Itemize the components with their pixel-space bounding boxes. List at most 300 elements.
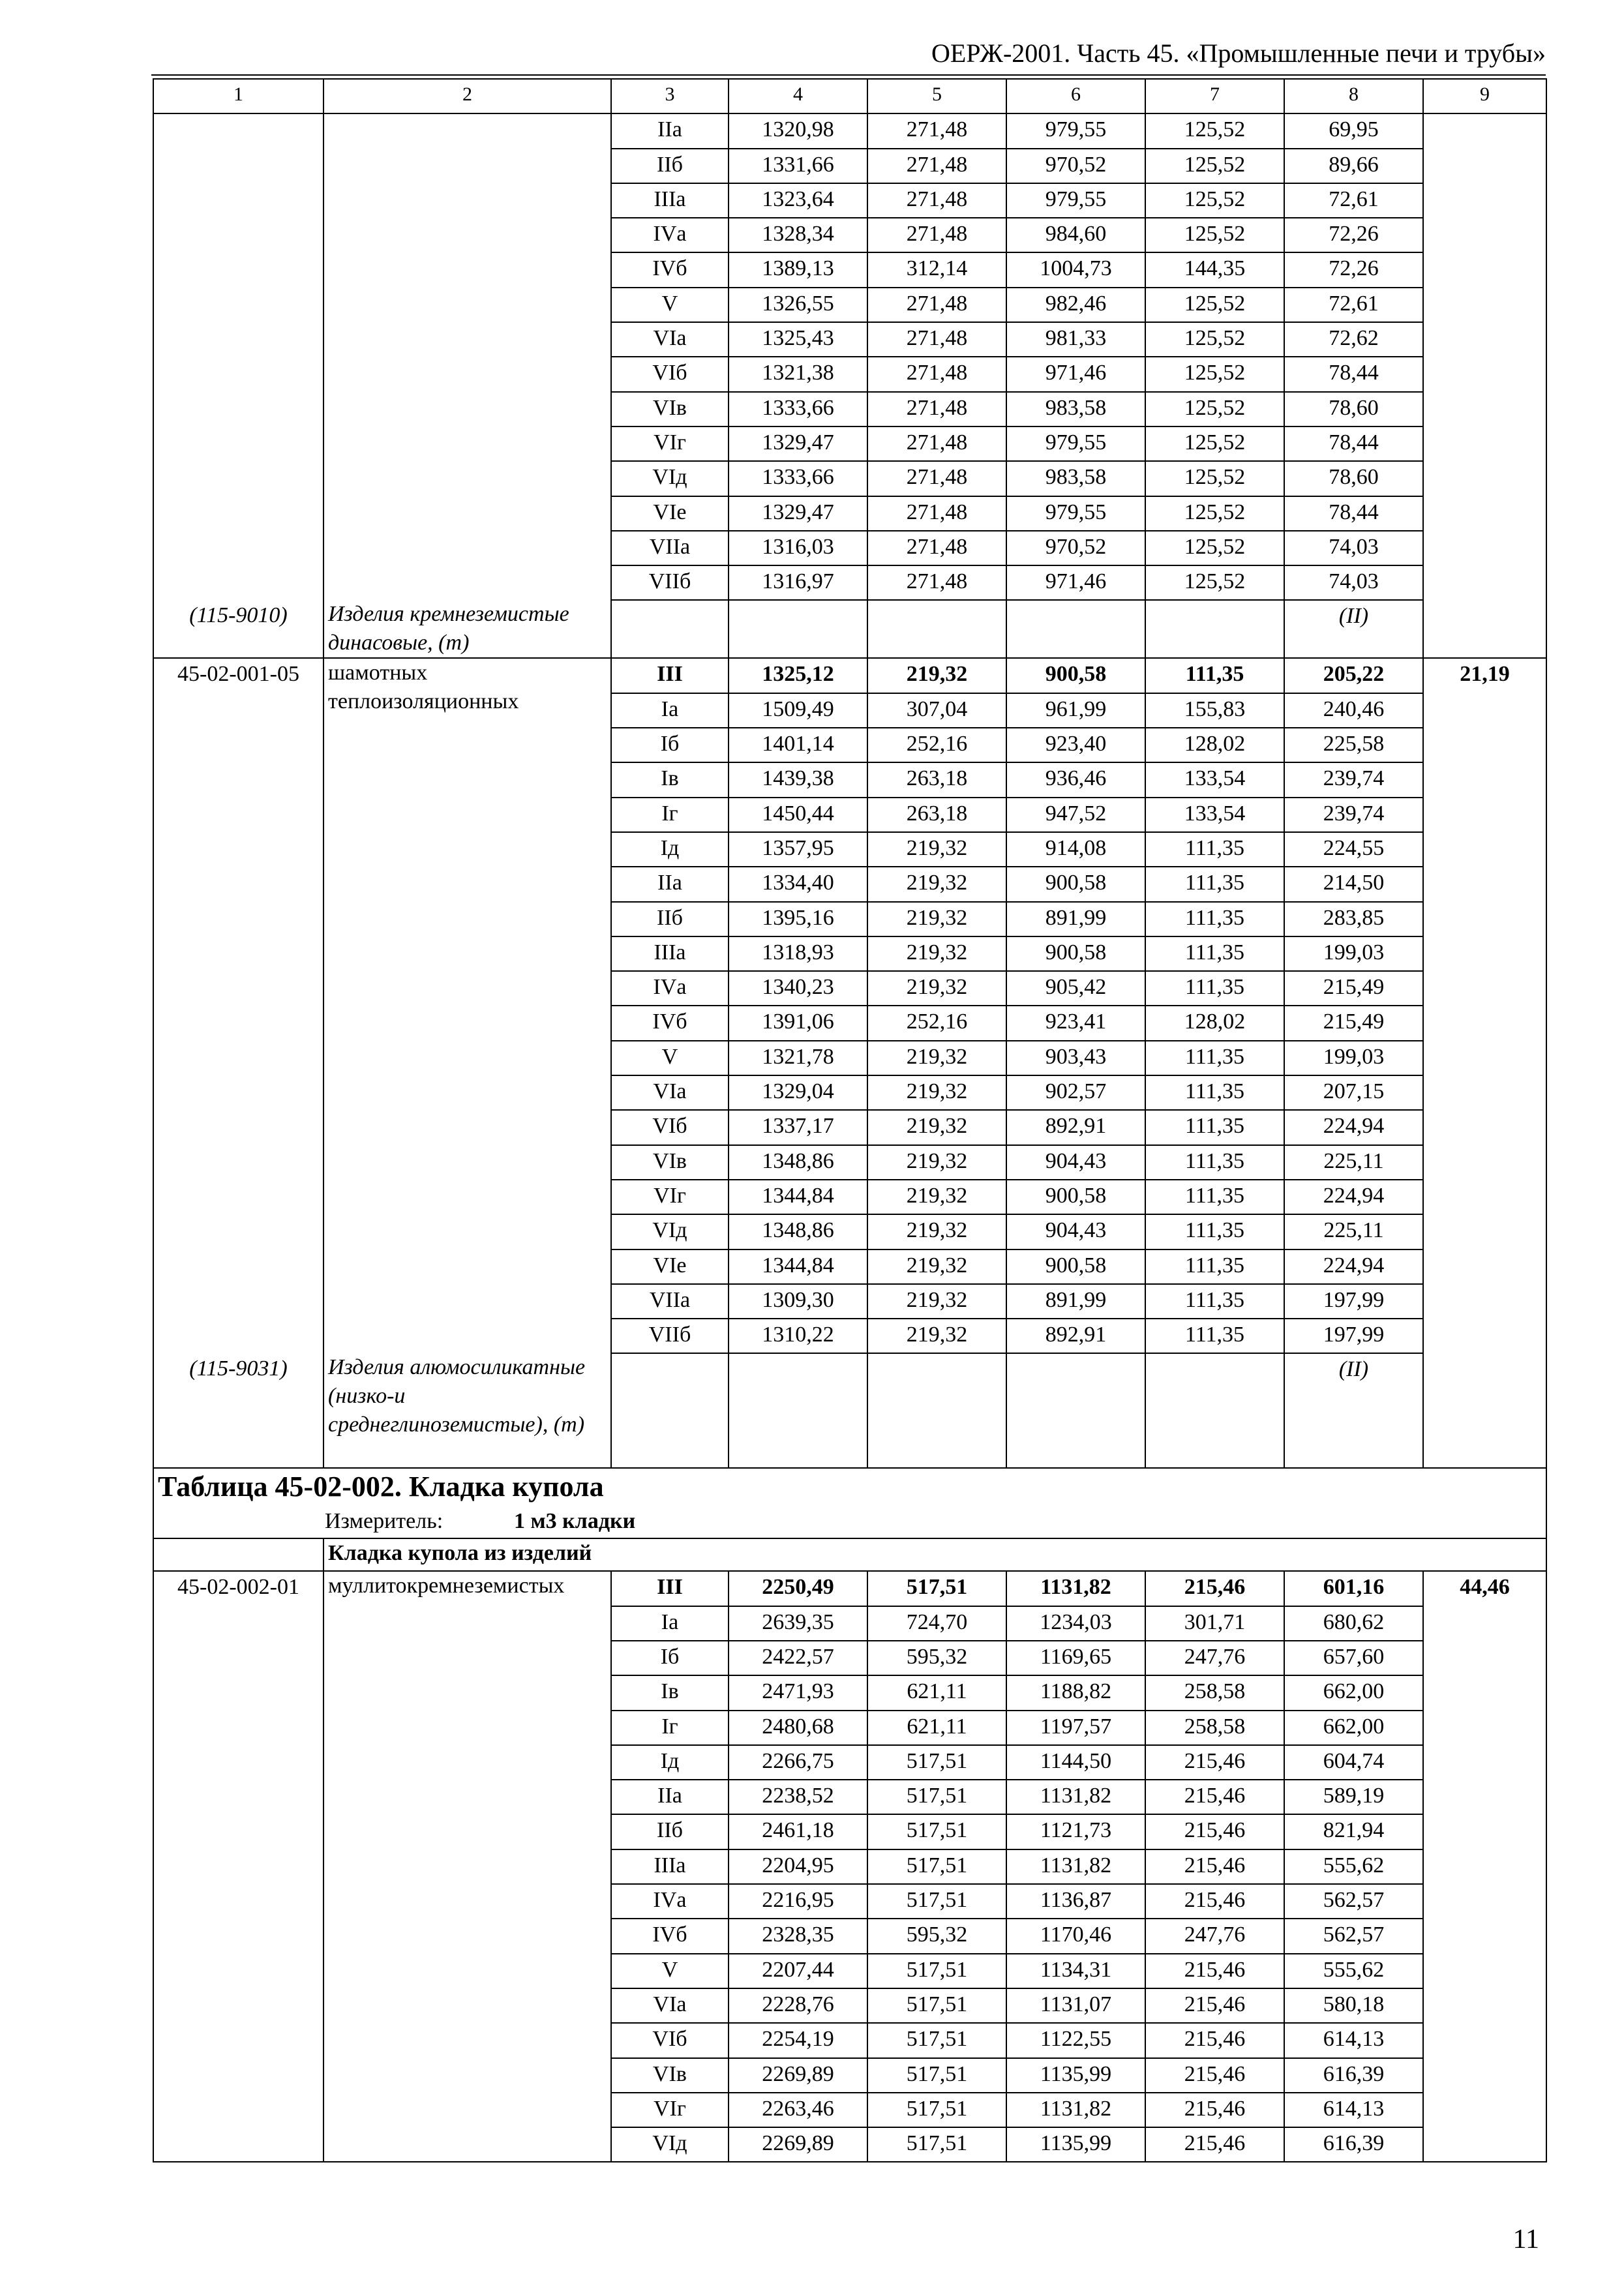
direct-cost-cell: 1316,97 xyxy=(729,565,867,600)
direct-cost-cell: 2254,19 xyxy=(729,2023,867,2057)
machine-cost-cell: 900,58 xyxy=(1006,867,1145,901)
materials-cost-cell: 657,60 xyxy=(1284,1641,1423,1675)
machine-cost-cell: 1169,65 xyxy=(1006,1641,1145,1675)
labor-cost-cell: 595,32 xyxy=(867,1641,1006,1675)
operator-wage-cell: 133,54 xyxy=(1145,762,1284,797)
materials-cost-cell: 225,11 xyxy=(1284,1145,1423,1180)
direct-cost-cell: 1329,47 xyxy=(729,496,867,531)
machine-cost-cell: 936,46 xyxy=(1006,762,1145,797)
table-title: Таблица 45-02-002. Кладка купола xyxy=(153,1468,1546,1506)
category-cell: IVб xyxy=(611,1006,729,1040)
materials-cost-cell: 78,44 xyxy=(1284,426,1423,461)
operator-wage-cell: 215,46 xyxy=(1145,1571,1284,1606)
category-cell: Iа xyxy=(611,693,729,728)
materials-cost-cell: 562,57 xyxy=(1284,1884,1423,1919)
category-cell: VIг xyxy=(611,1180,729,1214)
machine-cost-cell: 904,43 xyxy=(1006,1145,1145,1180)
materials-cost-cell: 224,55 xyxy=(1284,832,1423,867)
machine-cost-cell: 923,41 xyxy=(1006,1006,1145,1040)
machine-cost-cell: 891,99 xyxy=(1006,902,1145,936)
direct-cost-cell: 1450,44 xyxy=(729,798,867,832)
category-cell: VIб xyxy=(611,2023,729,2057)
machine-cost-cell: 1144,50 xyxy=(1006,1745,1145,1780)
machine-cost-cell: 914,08 xyxy=(1006,832,1145,867)
labor-cost-cell: 517,51 xyxy=(867,1814,1006,1849)
machine-cost-cell: 983,58 xyxy=(1006,392,1145,426)
materials-cost-cell: 662,00 xyxy=(1284,1711,1423,1745)
machine-cost-cell: 1131,82 xyxy=(1006,1849,1145,1884)
table-row xyxy=(153,658,1546,693)
machine-cost-cell: 1122,55 xyxy=(1006,2023,1145,2057)
materials-cost-cell: 214,50 xyxy=(1284,867,1423,901)
operator-wage-cell: 215,46 xyxy=(1145,1814,1284,1849)
labor-cost-cell: 517,51 xyxy=(867,1884,1006,1919)
machine-cost-cell: 970,52 xyxy=(1006,531,1145,565)
direct-cost-cell: 2471,93 xyxy=(729,1675,867,1710)
category-cell: IVа xyxy=(611,971,729,1006)
labor-cost-cell: 219,32 xyxy=(867,1180,1006,1214)
direct-cost-cell: 2204,95 xyxy=(729,1849,867,1884)
operator-wage-cell: 215,46 xyxy=(1145,2093,1284,2127)
column-header: 9 xyxy=(1423,79,1546,113)
direct-cost-cell: 1321,38 xyxy=(729,357,867,391)
category-cell: Iв xyxy=(611,1675,729,1710)
category-cell: V xyxy=(611,1041,729,1075)
column-header: 5 xyxy=(867,79,1006,113)
category-cell: Iг xyxy=(611,1711,729,1745)
machine-cost-cell: 903,43 xyxy=(1006,1041,1145,1075)
direct-cost-cell: 1340,23 xyxy=(729,971,867,1006)
work-name: муллитокремнеземистых xyxy=(323,1571,611,2162)
labor-cost-cell: 252,16 xyxy=(867,728,1006,762)
measure-label: Измеритель: xyxy=(325,1509,444,1534)
column-header-row xyxy=(153,79,1546,113)
labor-cost-cell: 271,48 xyxy=(867,322,1006,357)
category-cell: VIе xyxy=(611,1249,729,1284)
machine-cost-cell: 900,58 xyxy=(1006,1180,1145,1214)
machines-cost-cell: 44,46 xyxy=(1423,1571,1546,2162)
category-cell: VIв xyxy=(611,2058,729,2093)
rates-table xyxy=(153,78,1547,2162)
labor-cost-cell: 271,48 xyxy=(867,531,1006,565)
labor-cost-cell: 271,48 xyxy=(867,426,1006,461)
section-row xyxy=(153,1538,1546,1571)
labor-cost-cell: 517,51 xyxy=(867,2023,1006,2057)
labor-cost-cell: 219,32 xyxy=(867,867,1006,901)
category-cell: IIб xyxy=(611,149,729,183)
operator-wage-cell: 144,35 xyxy=(1145,252,1284,287)
machine-cost-cell: 947,52 xyxy=(1006,798,1145,832)
machine-cost-cell: 981,33 xyxy=(1006,322,1145,357)
operator-wage-cell: 125,52 xyxy=(1145,218,1284,252)
table-row xyxy=(153,1571,1546,1606)
column-header: 3 xyxy=(611,79,729,113)
labor-cost-cell: 517,51 xyxy=(867,1571,1006,1606)
operator-wage-cell: 125,52 xyxy=(1145,461,1284,496)
category-cell: VIIб xyxy=(611,565,729,600)
operator-wage-cell: 111,35 xyxy=(1145,1075,1284,1110)
rate-code: 45-02-001-05 xyxy=(153,658,323,1353)
materials-cost-cell: 197,99 xyxy=(1284,1284,1423,1319)
direct-cost-cell: 1329,04 xyxy=(729,1075,867,1110)
direct-cost-cell: 2207,44 xyxy=(729,1954,867,1988)
column-header: 6 xyxy=(1006,79,1145,113)
direct-cost-cell: 1334,40 xyxy=(729,867,867,901)
machine-cost-cell: 892,91 xyxy=(1006,1319,1145,1353)
column-header: 7 xyxy=(1145,79,1284,113)
direct-cost-cell: 1348,86 xyxy=(729,1214,867,1249)
direct-cost-cell: 1344,84 xyxy=(729,1249,867,1284)
resource-class: (II) xyxy=(1284,1353,1423,1468)
materials-cost-cell: 72,62 xyxy=(1284,322,1423,357)
materials-cost-cell: 197,99 xyxy=(1284,1319,1423,1353)
direct-cost-cell: 2269,89 xyxy=(729,2058,867,2093)
category-cell: VIа xyxy=(611,1075,729,1110)
operator-wage-cell: 258,58 xyxy=(1145,1711,1284,1745)
labor-cost-cell: 219,32 xyxy=(867,1041,1006,1075)
category-cell: VIв xyxy=(611,1145,729,1180)
operator-wage-cell: 215,46 xyxy=(1145,1745,1284,1780)
operator-wage-cell: 125,52 xyxy=(1145,357,1284,391)
category-cell: IIа xyxy=(611,113,729,148)
direct-cost-cell: 1323,64 xyxy=(729,183,867,218)
labor-cost-cell: 621,11 xyxy=(867,1675,1006,1710)
operator-wage-cell: 125,52 xyxy=(1145,565,1284,600)
materials-cost-cell: 604,74 xyxy=(1284,1745,1423,1780)
section-heading: Кладка купола из изделий xyxy=(323,1538,1546,1571)
machine-cost-cell: 904,43 xyxy=(1006,1214,1145,1249)
category-cell: IVа xyxy=(611,1884,729,1919)
materials-cost-cell: 78,60 xyxy=(1284,461,1423,496)
direct-cost-cell: 1389,13 xyxy=(729,252,867,287)
category-cell: VIд xyxy=(611,461,729,496)
machine-cost-cell: 1188,82 xyxy=(1006,1675,1145,1710)
operator-wage-cell: 247,76 xyxy=(1145,1919,1284,1953)
direct-cost-cell: 1333,66 xyxy=(729,461,867,496)
direct-cost-cell: 2461,18 xyxy=(729,1814,867,1849)
materials-cost-cell: 74,03 xyxy=(1284,565,1423,600)
category-cell: V xyxy=(611,288,729,322)
operator-wage-cell: 215,46 xyxy=(1145,2127,1284,2162)
page-number: 11 xyxy=(1512,2224,1539,2254)
column-header: 1 xyxy=(153,79,323,113)
direct-cost-cell: 1509,49 xyxy=(729,693,867,728)
category-cell: IVа xyxy=(611,218,729,252)
machine-cost-cell: 892,91 xyxy=(1006,1110,1145,1144)
materials-cost-cell: 199,03 xyxy=(1284,1041,1423,1075)
operator-wage-cell: 111,35 xyxy=(1145,1284,1284,1319)
operator-wage-cell: 125,52 xyxy=(1145,392,1284,426)
machine-cost-cell: 979,55 xyxy=(1006,496,1145,531)
direct-cost-cell: 1329,47 xyxy=(729,426,867,461)
category-cell: Iд xyxy=(611,832,729,867)
operator-wage-cell: 215,46 xyxy=(1145,1954,1284,1988)
direct-cost-cell: 2216,95 xyxy=(729,1884,867,1919)
operator-wage-cell: 247,76 xyxy=(1145,1641,1284,1675)
operator-wage-cell: 128,02 xyxy=(1145,728,1284,762)
direct-cost-cell: 2263,46 xyxy=(729,2093,867,2127)
labor-cost-cell: 271,48 xyxy=(867,218,1006,252)
materials-cost-cell: 680,62 xyxy=(1284,1606,1423,1641)
operator-wage-cell: 111,35 xyxy=(1145,1249,1284,1284)
materials-cost-cell: 199,03 xyxy=(1284,936,1423,971)
materials-cost-cell: 589,19 xyxy=(1284,1780,1423,1814)
materials-cost-cell: 580,18 xyxy=(1284,1988,1423,2023)
resource-name: Изделия алюмосиликатные (низко-и среднеглиноземистые), (т) xyxy=(323,1353,611,1468)
machine-cost-cell: 961,99 xyxy=(1006,693,1145,728)
machine-cost-cell: 971,46 xyxy=(1006,565,1145,600)
machine-cost-cell: 900,58 xyxy=(1006,936,1145,971)
work-name xyxy=(323,113,611,600)
labor-cost-cell: 219,32 xyxy=(867,1284,1006,1319)
category-cell: V xyxy=(611,1954,729,1988)
resource-class: (II) xyxy=(1284,600,1423,658)
resource-note-row xyxy=(153,600,1546,658)
direct-cost-cell: 2269,89 xyxy=(729,2127,867,2162)
labor-cost-cell: 219,32 xyxy=(867,1249,1006,1284)
header-rule xyxy=(151,74,1546,76)
labor-cost-cell: 517,51 xyxy=(867,1745,1006,1780)
labor-cost-cell: 517,51 xyxy=(867,1849,1006,1884)
materials-cost-cell: 240,46 xyxy=(1284,693,1423,728)
direct-cost-cell: 1337,17 xyxy=(729,1110,867,1144)
category-cell: VIIб xyxy=(611,1319,729,1353)
operator-wage-cell: 111,35 xyxy=(1145,1145,1284,1180)
labor-cost-cell: 219,32 xyxy=(867,1145,1006,1180)
machine-cost-cell: 923,40 xyxy=(1006,728,1145,762)
operator-wage-cell: 215,46 xyxy=(1145,2023,1284,2057)
machine-cost-cell: 970,52 xyxy=(1006,149,1145,183)
measure-value: 1 м3 кладки xyxy=(514,1509,636,1534)
direct-cost-cell: 1391,06 xyxy=(729,1006,867,1040)
materials-cost-cell: 239,74 xyxy=(1284,798,1423,832)
column-header: 4 xyxy=(729,79,867,113)
category-cell: IIIа xyxy=(611,1849,729,1884)
machines-cost-cell xyxy=(1423,113,1546,658)
category-cell: VIе xyxy=(611,496,729,531)
labor-cost-cell: 219,32 xyxy=(867,832,1006,867)
machine-cost-cell: 979,55 xyxy=(1006,426,1145,461)
machine-cost-cell: 1131,82 xyxy=(1006,2093,1145,2127)
operator-wage-cell: 128,02 xyxy=(1145,1006,1284,1040)
category-cell: Iг xyxy=(611,798,729,832)
operator-wage-cell: 133,54 xyxy=(1145,798,1284,832)
labor-cost-cell: 621,11 xyxy=(867,1711,1006,1745)
labor-cost-cell: 517,51 xyxy=(867,2127,1006,2162)
direct-cost-cell: 2228,76 xyxy=(729,1988,867,2023)
operator-wage-cell: 215,46 xyxy=(1145,1884,1284,1919)
labor-cost-cell: 271,48 xyxy=(867,113,1006,148)
resource-code: (115-9010) xyxy=(153,600,323,658)
materials-cost-cell: 225,11 xyxy=(1284,1214,1423,1249)
materials-cost-cell: 205,22 xyxy=(1284,658,1423,693)
direct-cost-cell: 2328,35 xyxy=(729,1919,867,1953)
labor-cost-cell: 271,48 xyxy=(867,565,1006,600)
operator-wage-cell: 111,35 xyxy=(1145,971,1284,1006)
direct-cost-cell: 1321,78 xyxy=(729,1041,867,1075)
materials-cost-cell: 215,49 xyxy=(1284,971,1423,1006)
materials-cost-cell: 616,39 xyxy=(1284,2127,1423,2162)
materials-cost-cell: 601,16 xyxy=(1284,1571,1423,1606)
direct-cost-cell: 1328,34 xyxy=(729,218,867,252)
materials-cost-cell: 239,74 xyxy=(1284,762,1423,797)
materials-cost-cell: 225,58 xyxy=(1284,728,1423,762)
materials-cost-cell: 78,44 xyxy=(1284,496,1423,531)
materials-cost-cell: 555,62 xyxy=(1284,1849,1423,1884)
direct-cost-cell: 2422,57 xyxy=(729,1641,867,1675)
materials-cost-cell: 821,94 xyxy=(1284,1814,1423,1849)
materials-cost-cell: 215,49 xyxy=(1284,1006,1423,1040)
direct-cost-cell: 1325,12 xyxy=(729,658,867,693)
labor-cost-cell: 517,51 xyxy=(867,1988,1006,2023)
direct-cost-cell: 1325,43 xyxy=(729,322,867,357)
direct-cost-cell: 1333,66 xyxy=(729,392,867,426)
category-cell: VIIа xyxy=(611,531,729,565)
category-cell: IVб xyxy=(611,252,729,287)
direct-cost-cell: 1331,66 xyxy=(729,149,867,183)
labor-cost-cell: 219,32 xyxy=(867,658,1006,693)
operator-wage-cell: 258,58 xyxy=(1145,1675,1284,1710)
labor-cost-cell: 271,48 xyxy=(867,357,1006,391)
category-cell: Iб xyxy=(611,1641,729,1675)
direct-cost-cell: 2238,52 xyxy=(729,1780,867,1814)
machine-cost-cell: 983,58 xyxy=(1006,461,1145,496)
operator-wage-cell: 215,46 xyxy=(1145,1780,1284,1814)
materials-cost-cell: 614,13 xyxy=(1284,2093,1423,2127)
operator-wage-cell: 111,35 xyxy=(1145,658,1284,693)
rate-code: 45-02-002-01 xyxy=(153,1571,323,2162)
category-cell: Iв xyxy=(611,762,729,797)
machine-cost-cell: 971,46 xyxy=(1006,357,1145,391)
labor-cost-cell: 307,04 xyxy=(867,693,1006,728)
materials-cost-cell: 283,85 xyxy=(1284,902,1423,936)
labor-cost-cell: 517,51 xyxy=(867,1780,1006,1814)
operator-wage-cell: 111,35 xyxy=(1145,1319,1284,1353)
operator-wage-cell: 111,35 xyxy=(1145,936,1284,971)
operator-wage-cell: 125,52 xyxy=(1145,288,1284,322)
operator-wage-cell: 111,35 xyxy=(1145,1110,1284,1144)
operator-wage-cell: 111,35 xyxy=(1145,1041,1284,1075)
materials-cost-cell: 555,62 xyxy=(1284,1954,1423,1988)
page-header: ОЕРЖ-2001. Часть 45. «Промышленные печи и трубы» xyxy=(931,38,1546,68)
labor-cost-cell: 271,48 xyxy=(867,392,1006,426)
category-cell: VIIа xyxy=(611,1284,729,1319)
machine-cost-cell: 900,58 xyxy=(1006,658,1145,693)
direct-cost-cell: 1318,93 xyxy=(729,936,867,971)
labor-cost-cell: 219,32 xyxy=(867,1319,1006,1353)
direct-cost-cell: 1309,30 xyxy=(729,1284,867,1319)
machine-cost-cell: 1170,46 xyxy=(1006,1919,1145,1953)
machine-cost-cell: 900,58 xyxy=(1006,1249,1145,1284)
category-cell: VIг xyxy=(611,426,729,461)
category-cell: VIд xyxy=(611,2127,729,2162)
category-cell: IIIа xyxy=(611,183,729,218)
category-cell: IIIа xyxy=(611,936,729,971)
operator-wage-cell: 125,52 xyxy=(1145,426,1284,461)
materials-cost-cell: 78,60 xyxy=(1284,392,1423,426)
direct-cost-cell: 1326,55 xyxy=(729,288,867,322)
materials-cost-cell: 616,39 xyxy=(1284,2058,1423,2093)
labor-cost-cell: 271,48 xyxy=(867,288,1006,322)
labor-cost-cell: 263,18 xyxy=(867,762,1006,797)
machine-cost-cell: 1135,99 xyxy=(1006,2058,1145,2093)
resource-name: Изделия кремнеземистые динасовые, (т) xyxy=(323,600,611,658)
category-cell: IVб xyxy=(611,1919,729,1953)
labor-cost-cell: 219,32 xyxy=(867,1075,1006,1110)
materials-cost-cell: 224,94 xyxy=(1284,1110,1423,1144)
labor-cost-cell: 219,32 xyxy=(867,1110,1006,1144)
operator-wage-cell: 125,52 xyxy=(1145,149,1284,183)
machine-cost-cell: 984,60 xyxy=(1006,218,1145,252)
category-cell: IIа xyxy=(611,1780,729,1814)
table-title-row xyxy=(153,1468,1546,1506)
category-cell: Iд xyxy=(611,1745,729,1780)
operator-wage-cell: 111,35 xyxy=(1145,1214,1284,1249)
direct-cost-cell: 1320,98 xyxy=(729,113,867,148)
labor-cost-cell: 219,32 xyxy=(867,936,1006,971)
work-name: шамотных теплоизоляционных xyxy=(323,658,611,1353)
column-header: 2 xyxy=(323,79,611,113)
machine-cost-cell: 1131,82 xyxy=(1006,1571,1145,1606)
category-cell: III xyxy=(611,658,729,693)
category-cell: VIб xyxy=(611,357,729,391)
materials-cost-cell: 74,03 xyxy=(1284,531,1423,565)
machines-cost-cell: 21,19 xyxy=(1423,658,1546,1468)
direct-cost-cell: 2250,49 xyxy=(729,1571,867,1606)
operator-wage-cell: 215,46 xyxy=(1145,1849,1284,1884)
labor-cost-cell: 312,14 xyxy=(867,252,1006,287)
category-cell: IIб xyxy=(611,902,729,936)
direct-cost-cell: 2266,75 xyxy=(729,1745,867,1780)
labor-cost-cell: 517,51 xyxy=(867,2093,1006,2127)
resource-note-row xyxy=(153,1353,1546,1468)
category-cell: VIа xyxy=(611,1988,729,2023)
category-cell: III xyxy=(611,1571,729,1606)
labor-cost-cell: 219,32 xyxy=(867,1214,1006,1249)
operator-wage-cell: 125,52 xyxy=(1145,496,1284,531)
direct-cost-cell: 1395,16 xyxy=(729,902,867,936)
direct-cost-cell: 1310,22 xyxy=(729,1319,867,1353)
category-cell: Iб xyxy=(611,728,729,762)
category-cell: IIа xyxy=(611,867,729,901)
machine-cost-cell: 1136,87 xyxy=(1006,1884,1145,1919)
labor-cost-cell: 271,48 xyxy=(867,496,1006,531)
labor-cost-cell: 219,32 xyxy=(867,902,1006,936)
labor-cost-cell: 219,32 xyxy=(867,971,1006,1006)
operator-wage-cell: 111,35 xyxy=(1145,1180,1284,1214)
direct-cost-cell: 2480,68 xyxy=(729,1711,867,1745)
materials-cost-cell: 662,00 xyxy=(1284,1675,1423,1710)
direct-cost-cell: 1344,84 xyxy=(729,1180,867,1214)
machine-cost-cell: 1234,03 xyxy=(1006,1606,1145,1641)
direct-cost-cell: 1348,86 xyxy=(729,1145,867,1180)
operator-wage-cell: 111,35 xyxy=(1145,867,1284,901)
machine-cost-cell: 891,99 xyxy=(1006,1284,1145,1319)
materials-cost-cell: 72,26 xyxy=(1284,252,1423,287)
category-cell: VIг xyxy=(611,2093,729,2127)
labor-cost-cell: 252,16 xyxy=(867,1006,1006,1040)
machine-cost-cell: 1004,73 xyxy=(1006,252,1145,287)
direct-cost-cell: 1439,38 xyxy=(729,762,867,797)
materials-cost-cell: 72,26 xyxy=(1284,218,1423,252)
labor-cost-cell: 517,51 xyxy=(867,2058,1006,2093)
category-cell: Iа xyxy=(611,1606,729,1641)
operator-wage-cell: 301,71 xyxy=(1145,1606,1284,1641)
machine-cost-cell: 1131,82 xyxy=(1006,1780,1145,1814)
materials-cost-cell: 72,61 xyxy=(1284,183,1423,218)
column-header: 8 xyxy=(1284,79,1423,113)
direct-cost-cell: 1316,03 xyxy=(729,531,867,565)
